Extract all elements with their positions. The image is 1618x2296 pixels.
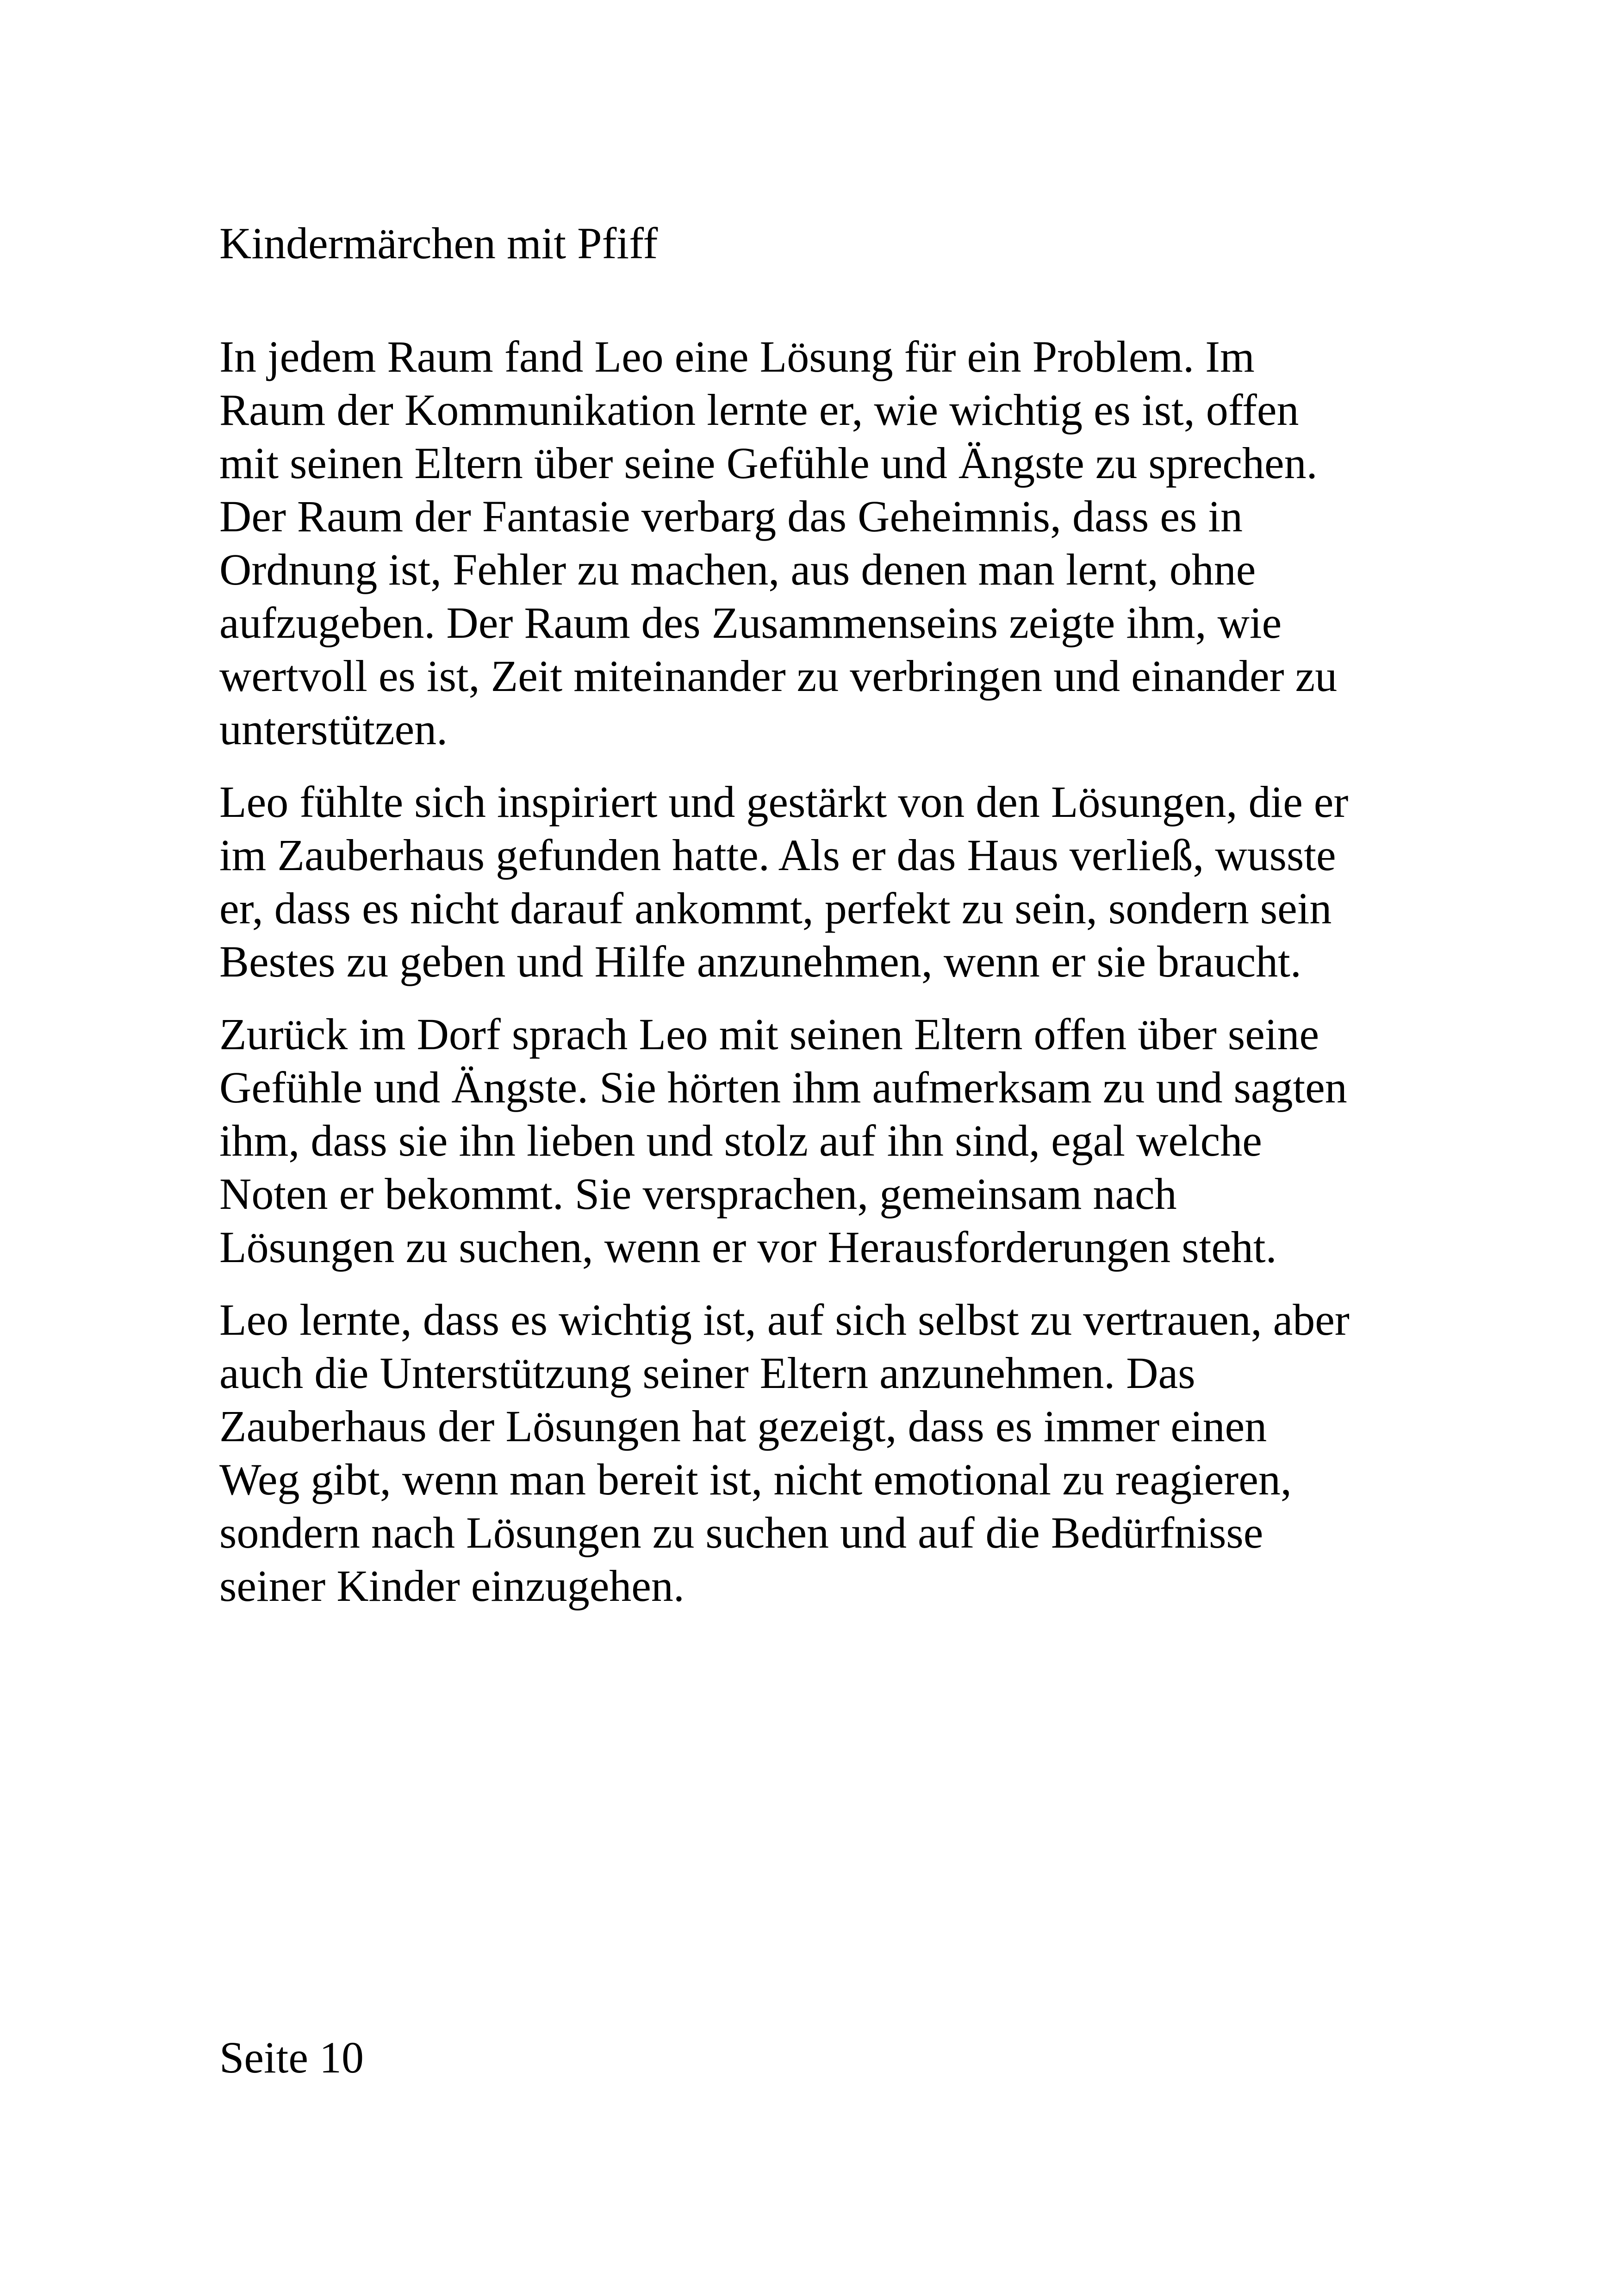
text-line: aufzugeben. Der Raum des Zusammenseins zeigte ihm, wie — [219, 598, 1282, 647]
story-body — [219, 330, 1404, 1632]
text-line: Der Raum der Fantasie verbarg das Geheimnis, dass es in — [219, 492, 1243, 541]
text-line: Lösungen zu suchen, wenn er vor Herausforderungen steht. — [219, 1222, 1277, 1272]
text-line: Leo lernte, dass es wichtig ist, auf sich selbst zu vertrauen, aber — [219, 1295, 1350, 1344]
text-line: Raum der Kommunikation lernte er, wie wichtig es ist, offen — [219, 385, 1299, 435]
page-header: Kindermärchen mit Pfiff — [219, 218, 658, 268]
paragraph-1 — [219, 330, 1404, 756]
text-line: Bestes zu geben und Hilfe anzunehmen, wenn er sie braucht. — [219, 937, 1301, 986]
text-line: Zauberhaus der Lösungen hat gezeigt, dass es immer einen — [219, 1401, 1267, 1451]
text-line: im Zauberhaus gefunden hatte. Als er das Haus verließ, wusste — [219, 830, 1336, 880]
text-line: unterstützen. — [219, 704, 448, 754]
paragraph-2 — [219, 775, 1404, 988]
text-line: er, dass es nicht darauf ankommt, perfekt zu sein, sondern sein — [219, 884, 1332, 933]
paragraph-3 — [219, 1008, 1404, 1274]
text-line: Gefühle und Ängste. Sie hörten ihm aufmerksam zu und sagten — [219, 1063, 1347, 1112]
text-line: Weg gibt, wenn man bereit ist, nicht emotional zu reagieren, — [219, 1455, 1292, 1504]
paragraph-4 — [219, 1293, 1404, 1612]
text-line: Zurück im Dorf sprach Leo mit seinen Eltern offen über seine — [219, 1009, 1319, 1059]
text-line: mit seinen Eltern über seine Gefühle und Ängste zu sprechen. — [219, 438, 1318, 488]
text-line: seiner Kinder einzugehen. — [219, 1561, 685, 1611]
text-line: Noten er bekommt. Sie versprachen, gemeinsam nach — [219, 1169, 1177, 1219]
text-line: sondern nach Lösungen zu suchen und auf die Bedürfnisse — [219, 1508, 1263, 1557]
page-number: Seite 10 — [219, 2033, 364, 2082]
text-line: auch die Unterstützung seiner Eltern anzunehmen. Das — [219, 1348, 1195, 1398]
text-line: ihm, dass sie ihn lieben und stolz auf ihn sind, egal welche — [219, 1116, 1262, 1165]
text-line: Ordnung ist, Fehler zu machen, aus denen man lernt, ohne — [219, 545, 1256, 594]
text-line: wertvoll es ist, Zeit miteinander zu verbringen und einander zu — [219, 651, 1338, 701]
text-line: In jedem Raum fand Leo eine Lösung für ein Problem. Im — [219, 332, 1255, 381]
text-line: Leo fühlte sich inspiriert und gestärkt von den Lösungen, die er — [219, 777, 1349, 827]
